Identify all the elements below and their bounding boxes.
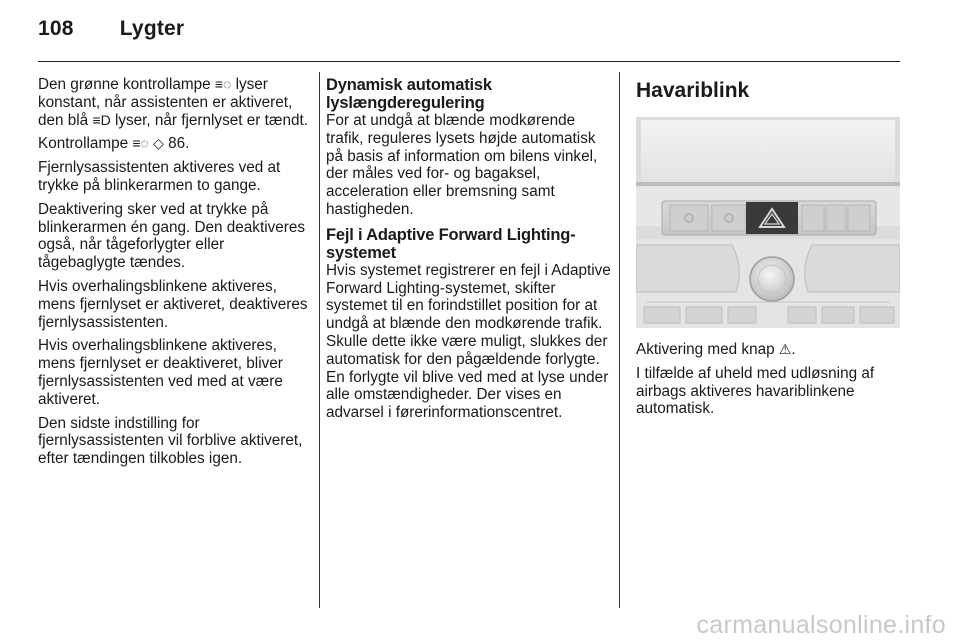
page-reference-icon: ◇ [153,135,164,152]
high-beam-assist-icon: ≡◌ [132,135,149,152]
high-beam-assist-icon: ≡◌ [214,76,232,92]
paragraph: I tilfælde af uheld med udløsning af airbags aktiveres havariblinkene automatisk. [636,364,875,418]
section-heading: Fejl i Adaptive Forward Lighting-systemet [326,225,576,262]
hazard-warning-icon: ⚠ [778,341,792,357]
high-beam-icon: ≡D [92,111,111,128]
column-middle [326,76,612,428]
page-header [38,17,184,41]
paragraph: Hvis overhalingsblinkene aktiveres, mens fjernlyset er aktiveret, deaktiveres fjernlysassistenten. [38,277,308,331]
paragraph: Hvis systemet registrerer en fejl i Adaptive Forward Lighting-systemet, skifter systemet til en forindstillet position for at undgå at blænde den modkørende trafik. Skulle dette ikke være muligt, slukkes der automatisk for den pågældende forlygte. En forlygte vil blive ved med at lyse under alle omstændigheder. Der vises en advarsel i førerinformationscentret. [326,261,611,422]
column-divider [619,72,620,608]
paragraph: Fjernlysassistenten aktiveres ved at trykke på blinkerarmen to gange. [38,159,281,194]
column-right [636,76,900,424]
paragraph: Kontrollampe ≡◌ ◇ 86. [38,135,190,153]
page-number: 108 [38,17,74,40]
paragraph: Hvis overhalingsblinkene aktiveres, mens fjernlyset er deaktiveret, bliver fjernlysassistenten ved med at være aktiveret. [38,337,283,408]
figure-caption: Aktivering med knap ⚠. [636,341,796,358]
dashboard-photo [636,117,900,328]
watermark: carmanualsonline.info [696,611,946,639]
section-heading: Dynamisk automatisk lyslængderegulering [326,76,492,112]
paragraph: Den grønne kontrollampe ≡◌ lyser konstant, når assistenten er aktiveret, den blå ≡D lyser, når fjernlyset er tændt. [38,76,308,129]
paragraph: Den sidste indstilling for fjernlysassistenten vil forblive aktiveret, efter tændingen tilkobles igen. [38,414,303,468]
paragraph: Deaktivering sker ved at trykke på blinkerarmen én gang. Den deaktiveres også, når tågeforlygter eller tågebaglygte tændes. [38,200,306,272]
column-divider [319,72,320,608]
header-rule [38,61,900,62]
section-title: Havariblink [636,79,750,102]
paragraph: For at undgå at blænde modkørende trafik, reguleres lysets højde automatisk på basis af information om bilens vinkel, der måles ved for- og bagaksel, acceleration eller bremsning samt hastigheden. [326,112,598,218]
column-left [38,76,314,474]
page-title: Lygter [119,17,185,40]
